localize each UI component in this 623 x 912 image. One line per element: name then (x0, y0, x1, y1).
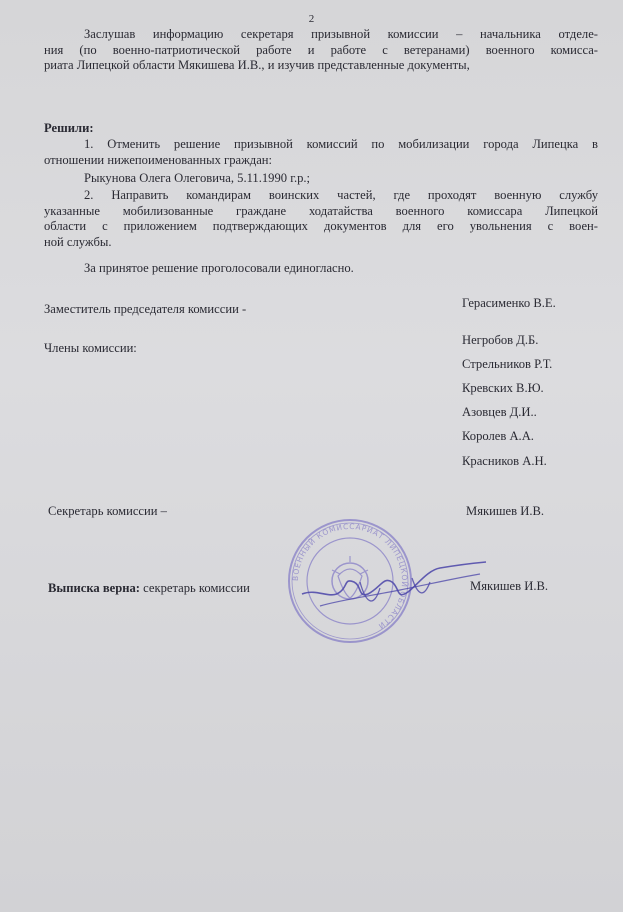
item-2-line: области с приложением подтверждающих документов для его увольнения с воен- (44, 219, 598, 234)
signature (300, 548, 490, 618)
item-2 (44, 188, 598, 250)
member-name: Стрельников Р.Т. (462, 357, 553, 371)
vote-statement: За принятое решение проголосовали единогласно. (84, 261, 354, 275)
extract-name: Мякишев И.В. (470, 579, 549, 593)
intro-line: ния (по военно-патриотической работе и работе с ветеранами) военного комисса- (44, 42, 598, 57)
item-2-line: указанные мобилизованные граждане ходатайства военного комиссара Липецкой (44, 203, 598, 218)
item-2-line: 2. Направить командирам воинских частей, где проходят военную службу (84, 188, 598, 202)
intro-paragraph (44, 27, 598, 74)
member-name: Королев А.А. (462, 429, 534, 443)
stamp-text: ВОЕННЫЙ КОМИССАРИАТ ЛИПЕЦКОЙ ОБЛАСТИ (290, 521, 410, 632)
intro-line: Заслушав информацию секретаря призывной комиссии – начальника отделе- (84, 27, 598, 41)
item-1 (44, 137, 598, 168)
item-2-line: ной службы. (44, 234, 112, 249)
page-number: 2 (308, 13, 315, 25)
deputy-name: Герасименко В.Е. (462, 296, 556, 310)
extract-line (48, 581, 250, 597)
member-name: Красников А.Н. (462, 454, 547, 468)
item-1-line: отношении нижепоименованных граждан: (44, 152, 273, 167)
members-label: Члены комиссии: (44, 341, 137, 355)
member-name: Азовцев Д.И.. (462, 405, 537, 419)
person-entry: Рыкунова Олега Олеговича, 5.11.1990 г.р.; (84, 171, 311, 185)
member-name: Кревских В.Ю. (462, 381, 544, 395)
decided-label: Решили: (44, 121, 94, 135)
member-name: Негробов Д.Б. (462, 333, 539, 347)
item-1-line: 1. Отменить решение призывной комиссий по мобилизации города Липецка в (84, 137, 598, 151)
secretary-name: Мякишев И.В. (466, 504, 545, 518)
extract-label: секретарь комиссии (143, 581, 250, 595)
intro-line: риата Липецкой области Мякишева И.В., и изучив представленные документы, (44, 58, 470, 73)
deputy-label: Заместитель председателя комиссии - (44, 302, 247, 316)
extract-bold-label: Выписка верна: (48, 581, 140, 595)
secretary-label: Секретарь комиссии – (48, 504, 167, 518)
